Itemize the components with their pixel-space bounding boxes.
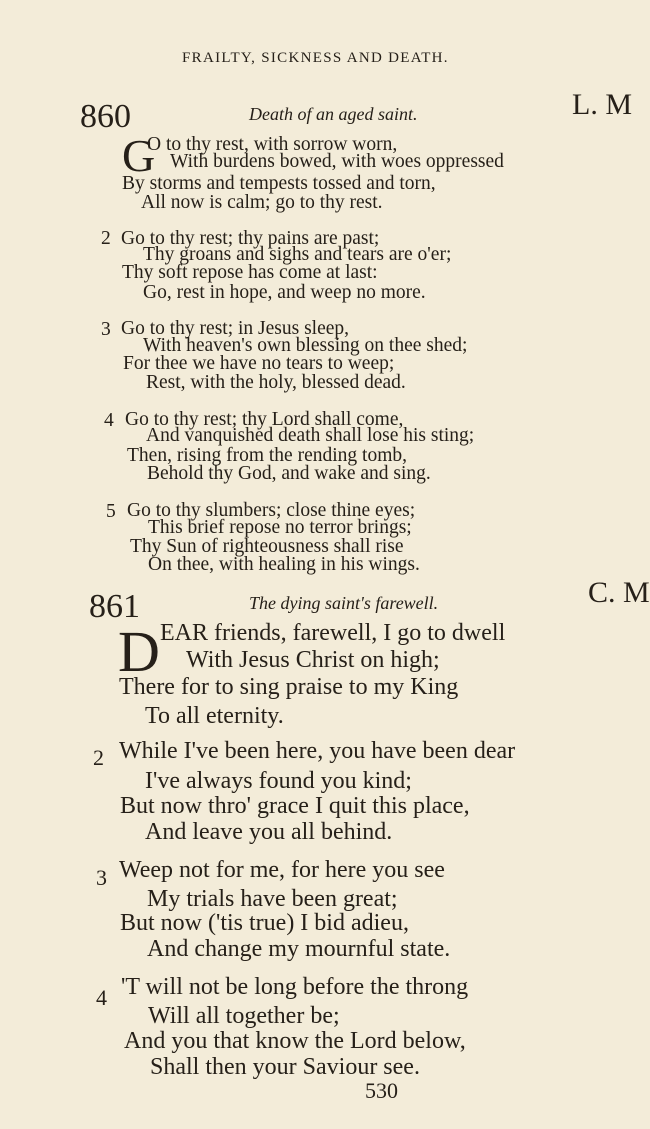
verse-line: For thee we have no tears to weep; <box>123 353 395 374</box>
stanza-number: 2 <box>93 745 104 770</box>
verse-line: This brief repose no terror brings; <box>148 517 412 538</box>
verse-line: My trials have been great; <box>147 886 398 912</box>
verse-line: EAR friends, farewell, I go to dwell <box>160 620 506 646</box>
verse-line: Go to thy rest; in Jesus sleep, <box>121 318 350 339</box>
running-header: FRAILTY, SICKNESS AND DEATH. <box>182 50 449 66</box>
verse-line: On thee, with healing in his wings. <box>148 554 420 575</box>
verse-line: And leave you all behind. <box>145 819 393 845</box>
verse-line: While I've been here, you have been dear <box>119 738 516 764</box>
hymn-number: 860 <box>80 98 131 135</box>
verse-line: Weep not for me, for here you see <box>119 857 445 883</box>
verse-line: I've always found you kind; <box>145 768 412 794</box>
hymn-meter: L. M <box>572 88 632 121</box>
page-number: 530 <box>365 1078 398 1103</box>
verse-line: Rest, with the holy, blessed dead. <box>146 372 406 393</box>
verse-line: Behold thy God, and wake and sing. <box>147 463 431 484</box>
stanza-number: 3 <box>96 865 107 890</box>
drop-cap: D <box>118 619 160 684</box>
verse-line: Go, rest in hope, and weep no more. <box>143 282 426 303</box>
hymn-title: The dying saint's farewell. <box>249 593 439 613</box>
verse-line: Go to thy slumbers; close thine eyes; <box>127 500 416 521</box>
stanza-number: 4 <box>96 985 107 1010</box>
verse-line: But now ('tis true) I bid adieu, <box>120 910 409 936</box>
verse-line: And you that know the Lord below, <box>124 1028 466 1054</box>
verse-line: 'T will not be long before the throng <box>121 974 469 1000</box>
verse-line: By storms and tempests tossed and torn, <box>122 173 436 194</box>
verse-line: And change my mournful state. <box>147 936 451 962</box>
verse-line: Thy soft repose has come at last: <box>122 262 378 283</box>
verse-line: Thy Sun of righteousness shall rise <box>130 536 404 557</box>
verse-line: All now is calm; go to thy rest. <box>141 192 383 213</box>
verse-line: Go to thy rest; thy pains are past; <box>121 228 380 249</box>
stanza-number: 2 <box>101 228 111 249</box>
hymn-meter: C. M <box>588 576 650 609</box>
verse-line: Shall then your Saviour see. <box>150 1054 420 1080</box>
verse-line: But now thro' grace I quit this place, <box>120 793 470 819</box>
drop-cap: G <box>122 130 156 181</box>
verse-line: Go to thy rest; thy Lord shall come, <box>125 409 404 430</box>
stanza-number: 5 <box>106 501 116 522</box>
verse-line: With heaven's own blessing on thee shed; <box>143 335 468 356</box>
hymn-number: 861 <box>89 588 140 625</box>
verse-line: To all eternity. <box>145 703 284 729</box>
verse-line: With Jesus Christ on high; <box>186 647 440 673</box>
hymn-title: Death of an aged saint. <box>249 104 418 124</box>
stanza-number: 3 <box>101 319 111 340</box>
verse-line: O to thy rest, with sorrow worn, <box>147 134 398 155</box>
verse-line: Then, rising from the rending tomb, <box>127 445 407 466</box>
verse-line: Will all together be; <box>148 1003 340 1029</box>
verse-line: There for to sing praise to my King <box>119 674 459 700</box>
verse-line: With burdens bowed, with woes oppressed <box>170 151 504 172</box>
stanza-number: 4 <box>104 410 114 431</box>
verse-line: And vanquished death shall lose his sting; <box>146 425 475 446</box>
verse-line: Thy groans and sighs and tears are o'er; <box>143 244 452 265</box>
